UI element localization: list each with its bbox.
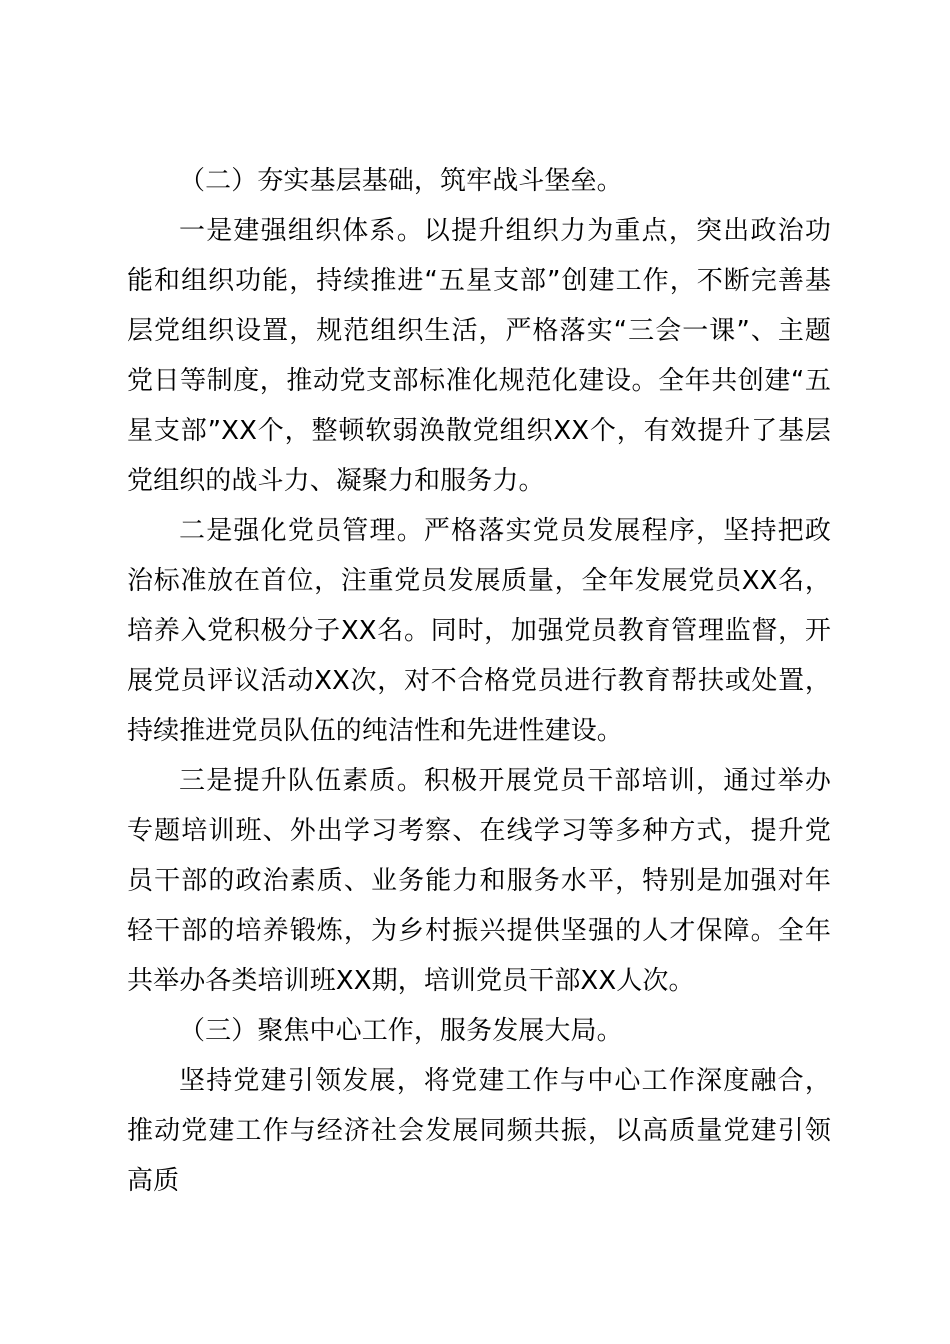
document-body	[127, 156, 831, 1206]
section-heading-three: （三）聚焦中心工作，服务发展大局。	[179, 1016, 623, 1046]
paragraph-team-quality: 三是提升队伍素质。积极开展党员干部培训，通过举办专题培训班、外出学习考察、在线学习等多种方式，提升党员干部的政治素质、业务能力和服务水平，特别是加强对年轻干部的培养锻炼，为乡村振兴提供坚强的人才保障。全年共举办各类培训班XX期，培训党员干部XX人次。	[127, 766, 831, 996]
paragraph-member-management: 二是强化党员管理。严格落实党员发展程序，坚持把政治标准放在首位，注重党员发展质量，全年发展党员XX名，培养入党积极分子XX名。同时，加强党员教育管理监督，开展党员评议活动XX次，对不合格党员进行教育帮扶或处置，持续推进党员队伍的纯洁性和先进性建设。	[127, 516, 831, 746]
paragraph-organization-system: 一是建强组织体系。以提升组织力为重点，突出政治功能和组织功能，持续推进“五星支部”创建工作，不断完善基层党组织设置，规范组织生活，严格落实“三会一课”、主题党日等制度，推动党支部标准化规范化建设。全年共创建“五星支部”XX个，整顿软弱涣散党组织XX个，有效提升了基层党组织的战斗力、凝聚力和服务力。	[127, 216, 831, 496]
paragraph-central-work: 坚持党建引领发展，将党建工作与中心工作深度融合，推动党建工作与经济社会发展同频共振，以高质量党建引领高质	[127, 1066, 831, 1196]
section-heading-two: （二）夯实基层基础，筑牢战斗堡垒。	[179, 166, 623, 196]
